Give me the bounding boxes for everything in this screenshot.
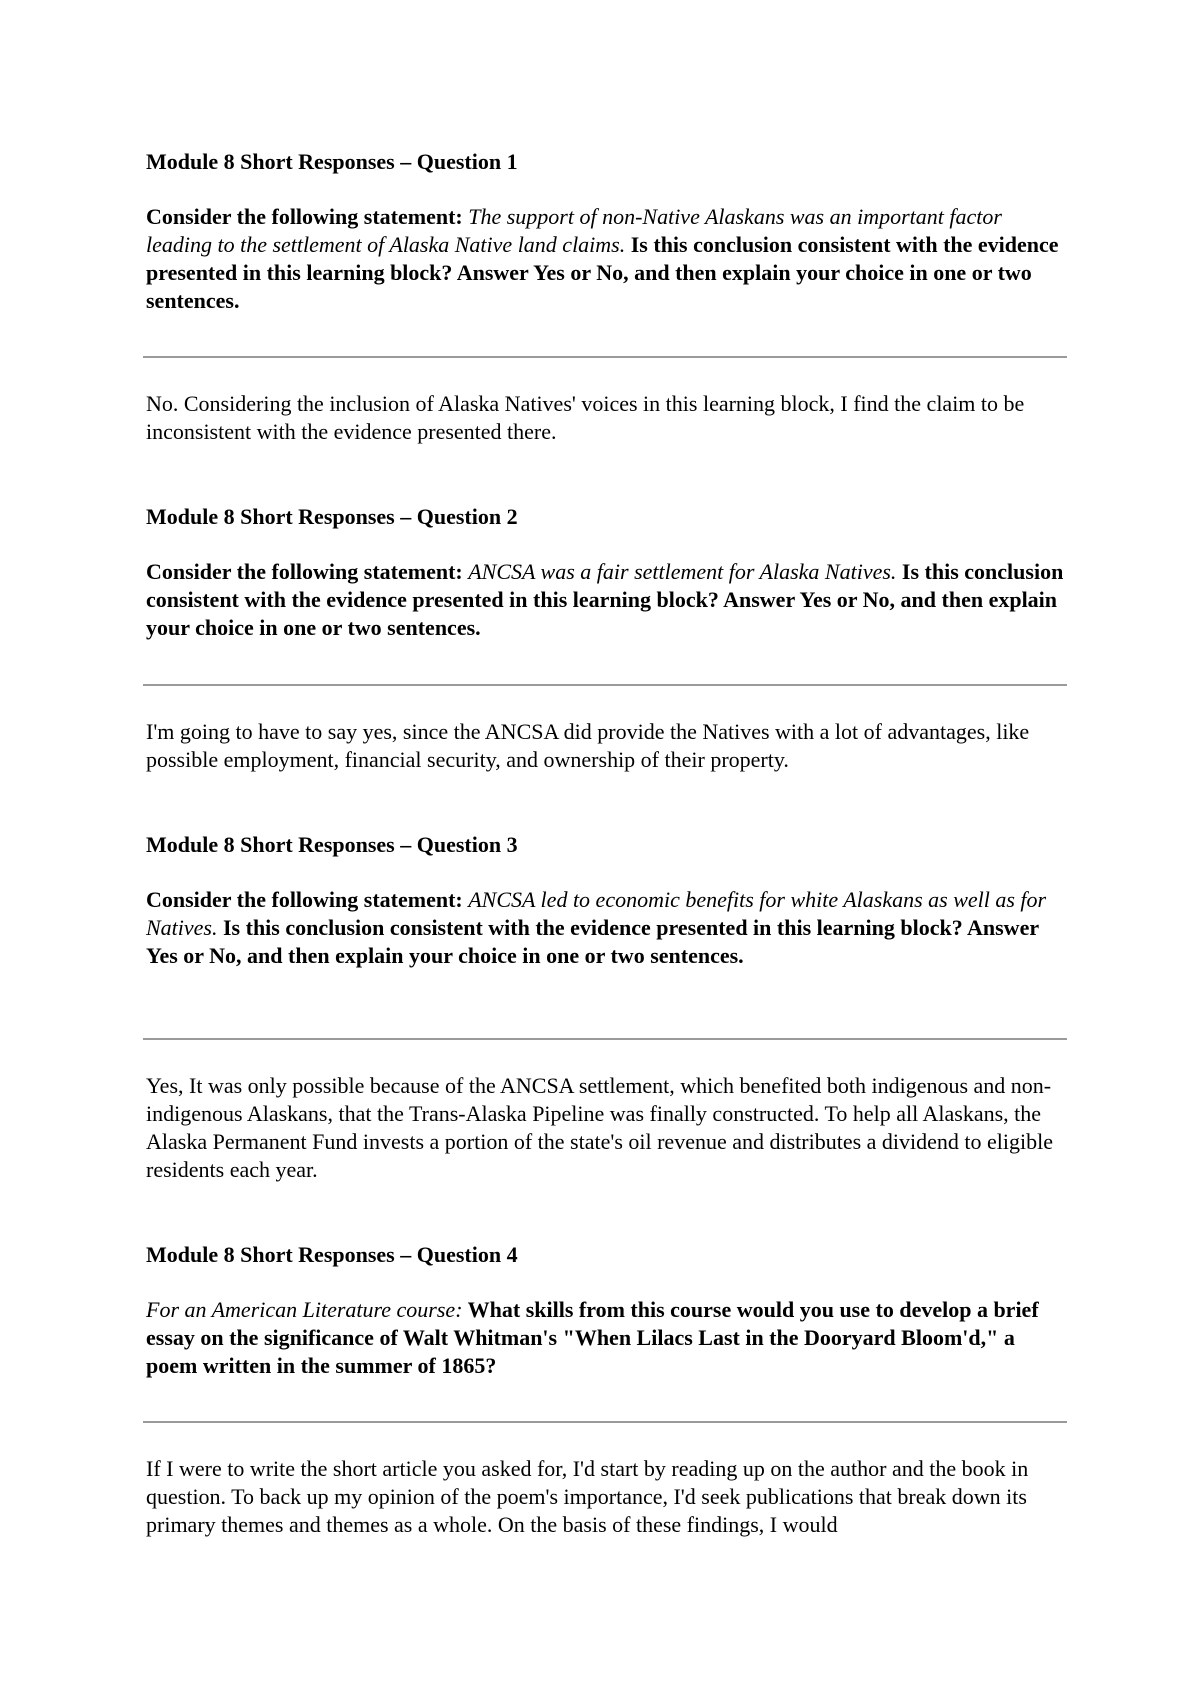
question-3-statement: ANCSA led to economic benefits for white Alaskans as well as for Natives. — [146, 887, 1047, 940]
question-2-prompt — [146, 558, 1066, 642]
question-3-prompt — [146, 886, 1066, 970]
question-1-answer: No. Considering the inclusion of Alaska Natives' voices in this learning block, I find the claim to be inconsistent with the evidence presented there. — [146, 391, 1025, 444]
question-4-answer: If I were to write the short article you asked for, I'd start by reading up on the author and the book in question. To back up my opinion of the poem's importance, I'd seek publications that break down its primary themes and themes as a whole. On the basis of these findings, I would — [146, 1456, 1029, 1537]
answer-divider-1 — [143, 356, 1067, 358]
question-2-statement: ANCSA was a fair settlement for Alaska Natives. — [468, 559, 897, 584]
question-1-statement: The support of non-Native Alaskans was an important factor leading to the settlement of Alaska Native land claims. — [146, 204, 1002, 257]
question-4-heading: Module 8 Short Responses – Question 4 — [146, 1242, 518, 1267]
question-1-ask: Is this conclusion consistent with the evidence presented in this learning block? Answer Yes or No, and then explain your choice in one or two sentences. — [146, 232, 1059, 313]
question-4-prompt — [146, 1296, 1066, 1380]
answer-divider-2 — [143, 684, 1067, 686]
answer-divider-3 — [143, 1038, 1067, 1040]
question-2-lead: Consider the following statement: — [146, 559, 469, 584]
question-2-heading: Module 8 Short Responses – Question 2 — [146, 504, 518, 529]
question-2-ask: Is this conclusion consistent with the evidence presented in this learning block? Answer Yes or No, and then explain your choice in one or two sentences. — [146, 559, 1064, 640]
question-1-block — [146, 148, 1066, 315]
question-1-prompt — [146, 203, 1066, 315]
question-4-block — [146, 1241, 1066, 1380]
question-3-block — [146, 831, 1066, 970]
answer-divider-4 — [143, 1421, 1067, 1423]
question-4-ask: What skills from this course would you use to develop a brief essay on the significance of Walt Whitman's "When Lilacs Last in the Dooryard Bloom'd," a poem written in the summer of 1865? — [146, 1297, 1039, 1378]
question-3-heading: Module 8 Short Responses – Question 3 — [146, 832, 518, 857]
question-2-block — [146, 503, 1066, 642]
question-2-answer: I'm going to have to say yes, since the ANCSA did provide the Natives with a lot of advantages, like possible employment, financial security, and ownership of their property. — [146, 719, 1030, 772]
question-3-ask: Is this conclusion consistent with the evidence presented in this learning block? Answer Yes or No, and then explain your choice in one or two sentences. — [146, 915, 1039, 968]
question-1-heading: Module 8 Short Responses – Question 1 — [146, 149, 518, 174]
question-1-lead: Consider the following statement: — [146, 204, 469, 229]
question-3-answer: Yes, It was only possible because of the ANCSA settlement, which benefited both indigenous and non-indigenous Alaskans, that the Trans-Alaska Pipeline was finally constructed. To help all Alaskans, the Alaska Permanent Fund invests a portion of the state's oil revenue and distributes a dividend to eligible residents each year. — [146, 1073, 1053, 1182]
question-3-lead: Consider the following statement: — [146, 887, 469, 912]
question-4-statement: For an American Literature course: — [146, 1297, 463, 1322]
